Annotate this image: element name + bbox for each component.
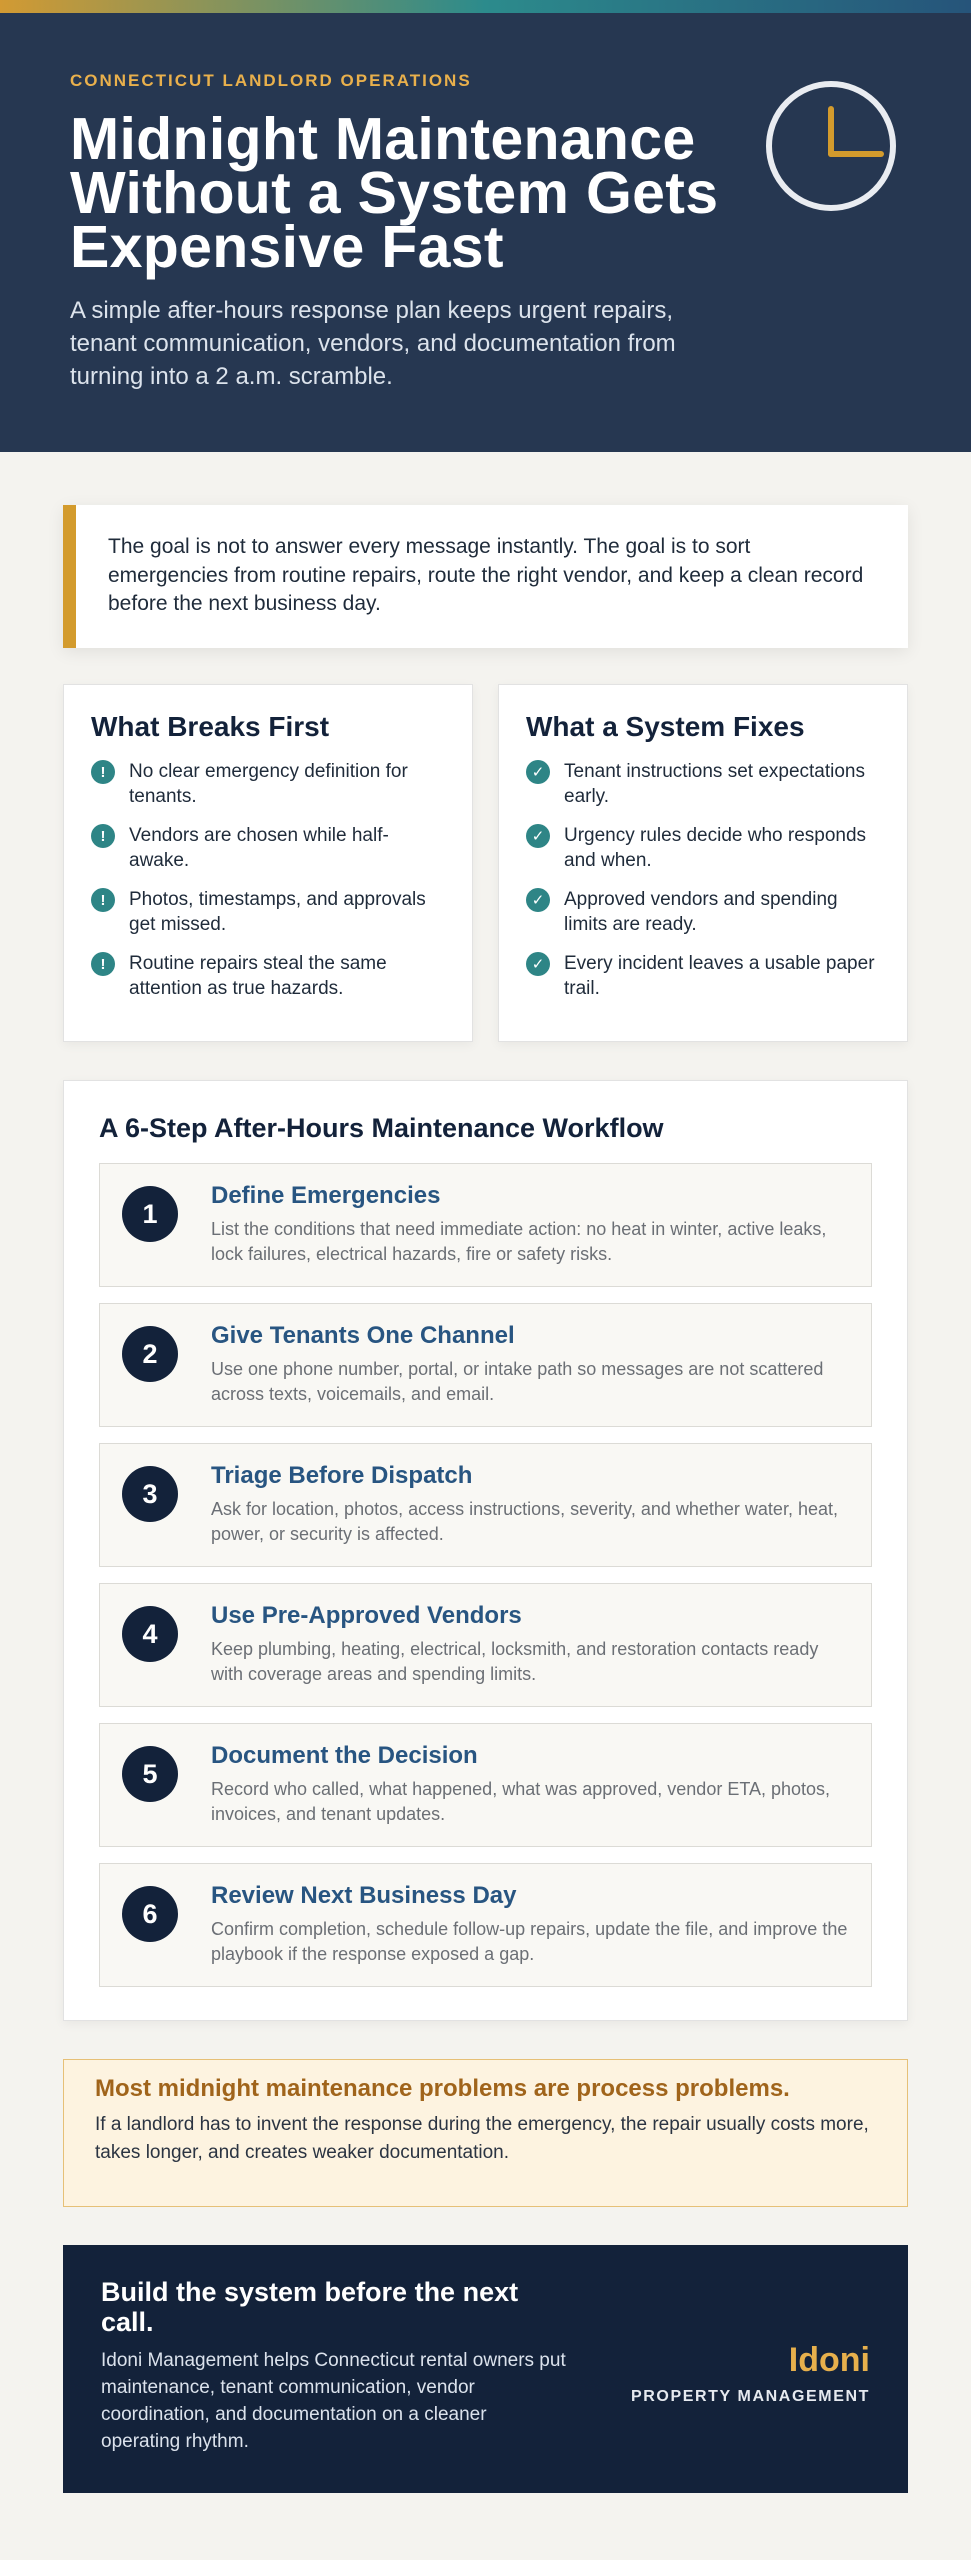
cta-banner xyxy=(63,2245,908,2493)
step-body xyxy=(211,1724,849,1827)
workflow-step xyxy=(99,1583,872,1707)
cta-title: Build the system before the next call. xyxy=(101,2277,519,2337)
brand-logo xyxy=(631,2341,870,2406)
list-item xyxy=(526,823,880,873)
breaks-card xyxy=(63,684,473,1042)
brand-tagline: PROPERTY MANAGEMENT xyxy=(630,2388,870,2405)
clock-icon xyxy=(764,79,898,213)
fixes-list xyxy=(526,759,880,1001)
list-item xyxy=(91,887,445,937)
check-icon: ✓ xyxy=(526,952,550,976)
step-description: Use one phone number, portal, or intake path so messages are not scattered across texts, voicemails, and email. xyxy=(211,1359,824,1404)
list-item-text: Approved vendors and spending limits are ready. xyxy=(564,889,838,935)
breaks-list xyxy=(91,759,445,1001)
step-title: Define Emergencies xyxy=(211,1182,441,1209)
hero-header xyxy=(0,13,971,452)
workflow-step xyxy=(99,1443,872,1567)
callout-box xyxy=(63,2059,908,2207)
step-body xyxy=(211,1164,849,1267)
check-icon: ✓ xyxy=(526,888,550,912)
list-item xyxy=(526,759,880,809)
page-subtitle: A simple after-hours response plan keeps urgent repairs, tenant communication, vendors, and documentation from turning into a 2 a.m. scramble. xyxy=(70,297,676,390)
callout-title: Most midnight maintenance problems are process problems. xyxy=(95,2075,790,2102)
list-item-text: Photos, timestamps, and approvals get missed. xyxy=(129,889,426,935)
step-body xyxy=(211,1584,849,1687)
step-description: List the conditions that need immediate action: no heat in winter, active leaks, lock failures, electrical hazards, fire or safety risks. xyxy=(211,1219,827,1264)
workflow-step xyxy=(99,1723,872,1847)
step-number-badge: 4 xyxy=(122,1606,178,1662)
step-description: Keep plumbing, heating, electrical, locksmith, and restoration contacts ready with coverage areas and spending limits. xyxy=(211,1639,819,1684)
step-body xyxy=(211,1444,849,1547)
step-description: Record who called, what happened, what was approved, vendor ETA, photos, invoices, and tenant updates. xyxy=(211,1779,831,1824)
list-item xyxy=(526,951,880,1001)
step-title: Triage Before Dispatch xyxy=(211,1462,473,1489)
eyebrow-label: CONNECTICUT LANDLORD OPERATIONS xyxy=(70,71,472,90)
list-item xyxy=(91,951,445,1001)
list-item-text: No clear emergency definition for tenants. xyxy=(129,761,408,807)
list-item-text: Routine repairs steal the same attention as true hazards. xyxy=(129,953,387,999)
main-content xyxy=(0,505,971,2493)
brand-name: Idoni xyxy=(788,2341,870,2379)
list-item-text: Urgency rules decide who responds and when. xyxy=(564,825,867,871)
alert-icon: ! xyxy=(91,888,115,912)
list-item xyxy=(526,887,880,937)
step-number-badge: 5 xyxy=(122,1746,178,1802)
intro-card xyxy=(63,505,908,648)
page-title: Midnight Maintenance Without a System Gets Expensive Fast xyxy=(70,106,719,280)
top-accent-bar xyxy=(0,0,971,13)
step-title: Give Tenants One Channel xyxy=(211,1322,515,1349)
step-title: Document the Decision xyxy=(211,1742,478,1769)
step-description: Confirm completion, schedule follow-up repairs, update the file, and improve the playbook if the response exposed a gap. xyxy=(211,1919,848,1964)
alert-icon: ! xyxy=(91,952,115,976)
intro-text: The goal is not to answer every message instantly. The goal is to sort emergencies from routine repairs, route the right vendor, and keep a clean record before the next business day. xyxy=(108,535,864,615)
step-description: Ask for location, photos, access instructions, severity, and whether water, heat, power, or security is affected. xyxy=(211,1499,838,1544)
callout-text: If a landlord has to invent the response during the emergency, the repair usually costs more, takes longer, and creates weaker documentation. xyxy=(95,2114,869,2163)
step-number-badge: 3 xyxy=(122,1466,178,1522)
step-number-badge: 1 xyxy=(122,1186,178,1242)
fixes-title: What a System Fixes xyxy=(526,711,805,742)
step-title: Use Pre-Approved Vendors xyxy=(211,1602,522,1629)
step-number-badge: 2 xyxy=(122,1326,178,1382)
workflow-step xyxy=(99,1303,872,1427)
workflow-step xyxy=(99,1863,872,1987)
list-item-text: Vendors are chosen while half-awake. xyxy=(129,825,389,871)
alert-icon: ! xyxy=(91,824,115,848)
workflow-title: A 6-Step After-Hours Maintenance Workflow xyxy=(99,1113,664,1143)
check-icon: ✓ xyxy=(526,760,550,784)
step-body xyxy=(211,1304,849,1407)
list-item-text: Every incident leaves a usable paper trail. xyxy=(564,953,875,999)
check-icon: ✓ xyxy=(526,824,550,848)
step-body xyxy=(211,1864,849,1967)
list-item xyxy=(91,759,445,809)
workflow-step xyxy=(99,1163,872,1287)
alert-icon: ! xyxy=(91,760,115,784)
workflow-section xyxy=(63,1080,908,2021)
list-item-text: Tenant instructions set expectations early. xyxy=(564,761,866,807)
list-item xyxy=(91,823,445,873)
step-title: Review Next Business Day xyxy=(211,1882,517,1909)
comparison-section xyxy=(63,684,908,1042)
cta-text: Idoni Management helps Connecticut rental owners put maintenance, tenant communication, vendor coordination, and documentation on a cleaner operating rhythm. xyxy=(101,2350,566,2452)
fixes-card xyxy=(498,684,908,1042)
step-number-badge: 6 xyxy=(122,1886,178,1942)
breaks-title: What Breaks First xyxy=(91,711,330,742)
